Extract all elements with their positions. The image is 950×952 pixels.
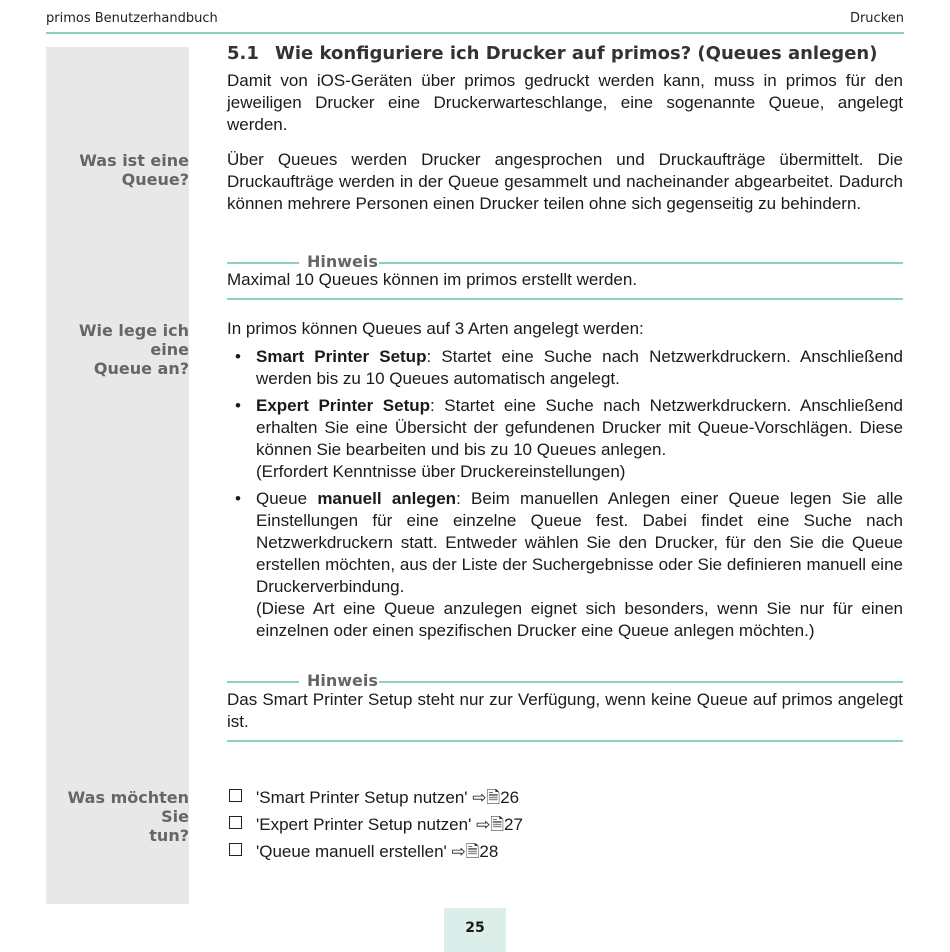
checkbox-icon[interactable]	[229, 789, 242, 802]
method-description: : Startet eine Suche nach Netzwerkdruckern. Anschließend erhalten Sie eine Übersicht der gefundenen Drucker mit Queue-Vorschlägen. Diese können Sie bearbeiten und bis zu 10 Queues anlegen.	[256, 396, 903, 459]
choice-label: 'Smart Printer Setup nutzen'	[256, 788, 468, 807]
action-choices	[227, 785, 727, 866]
method-note: (Erfordert Kenntnisse über Druckereinstellungen)	[256, 462, 626, 481]
hint-text: Das Smart Printer Setup steht nur zur Verfügung, wenn keine Queue auf primos angelegt ist.	[227, 690, 903, 731]
methods-intro: In primos können Queues auf 3 Arten angelegt werden:	[227, 319, 644, 338]
header-chapter: Drucken	[849, 11, 904, 26]
header-document-title: primos Benutzerhandbuch	[46, 11, 218, 26]
page-ref-link[interactable]: ⇨🗎26	[472, 788, 520, 807]
page-header	[46, 10, 904, 34]
method-name: manuell anlegen	[317, 489, 457, 508]
sidebar-label-what-is-queue: Was ist eine Queue?	[79, 151, 189, 189]
page-ref-link[interactable]: ⇨🗎27	[476, 815, 523, 834]
section-title	[227, 42, 903, 66]
hint-header	[227, 671, 903, 691]
section-number: 5.1	[227, 43, 259, 64]
list-item	[227, 346, 903, 390]
hint-label: Hinweis	[307, 671, 378, 690]
bullet-icon: •	[235, 347, 241, 366]
bullet-icon: •	[235, 396, 241, 415]
section-title-text: Wie konfiguriere ich Drucker auf primos? (Queues anlegen)	[275, 43, 878, 64]
hint-text: Maximal 10 Queues können im primos erstellt werden.	[227, 270, 638, 289]
checkbox-icon[interactable]	[229, 816, 242, 829]
choice-label: 'Queue manuell erstellen'	[256, 842, 447, 861]
intro-paragraph: Damit von iOS-Geräten über primos gedruckt werden kann, muss in primos für den jeweiligen Drucker eine Druckerwarteschlange, eine sogenannte Queue, angelegt werden.	[227, 71, 903, 134]
method-prefix: Queue	[256, 489, 318, 508]
checkbox-icon[interactable]	[229, 843, 242, 856]
methods-list	[227, 346, 903, 647]
method-name: Expert Printer Setup	[256, 396, 430, 415]
method-name: Smart Printer Setup	[256, 347, 427, 366]
choice-smart-printer-setup[interactable]	[227, 785, 727, 812]
method-description: : Startet eine Suche nach Netzwerkdruckern. Anschließend werden bis zu 10 Queues automatisch angelegt.	[256, 347, 904, 388]
bullet-icon: •	[235, 489, 241, 508]
method-description: : Beim manuellen Anlegen einer Queue legen Sie alle Einstellungen für eine einzelne Queue fest. Dabei findet eine Suche nach Netzwerkdruckern statt. Entweder wählen Sie den Drucker, für den Sie die Queue erstellen möchten, aus der Liste der Suchergebnisse oder Sie definieren manuell eine Druckerverbindung.	[256, 489, 904, 596]
choice-queue-manual[interactable]	[227, 839, 727, 866]
method-note: (Diese Art eine Queue anzulegen eignet sich besonders, wenn Sie nur für einen einzelnen oder einen spezifischen Drucker eine Queue anlegen möchten.)	[256, 599, 903, 640]
hint-label: Hinweis	[307, 252, 378, 271]
page-number: 25	[444, 908, 506, 952]
hint-divider	[227, 298, 903, 300]
choice-label: 'Expert Printer Setup nutzen'	[256, 815, 472, 834]
list-item	[227, 488, 903, 642]
list-item	[227, 395, 903, 483]
sidebar-label-how-create: Wie lege ich eine Queue an?	[78, 321, 189, 378]
hint-divider	[227, 740, 903, 742]
choice-expert-printer-setup[interactable]	[227, 812, 727, 839]
queue-explanation: Über Queues werden Drucker angesprochen und Druckaufträge übermittelt. Die Druckaufträge werden in der Queue gesammelt und nacheinander abgearbeitet. Dadurch können mehrere Personen einen Drucker teilen ohne sich gegenseitig zu behindern.	[227, 150, 903, 213]
page-ref-link[interactable]: ⇨🗎28	[451, 842, 499, 861]
sidebar-label-what-to-do: Was möchten Sie tun?	[67, 788, 189, 845]
